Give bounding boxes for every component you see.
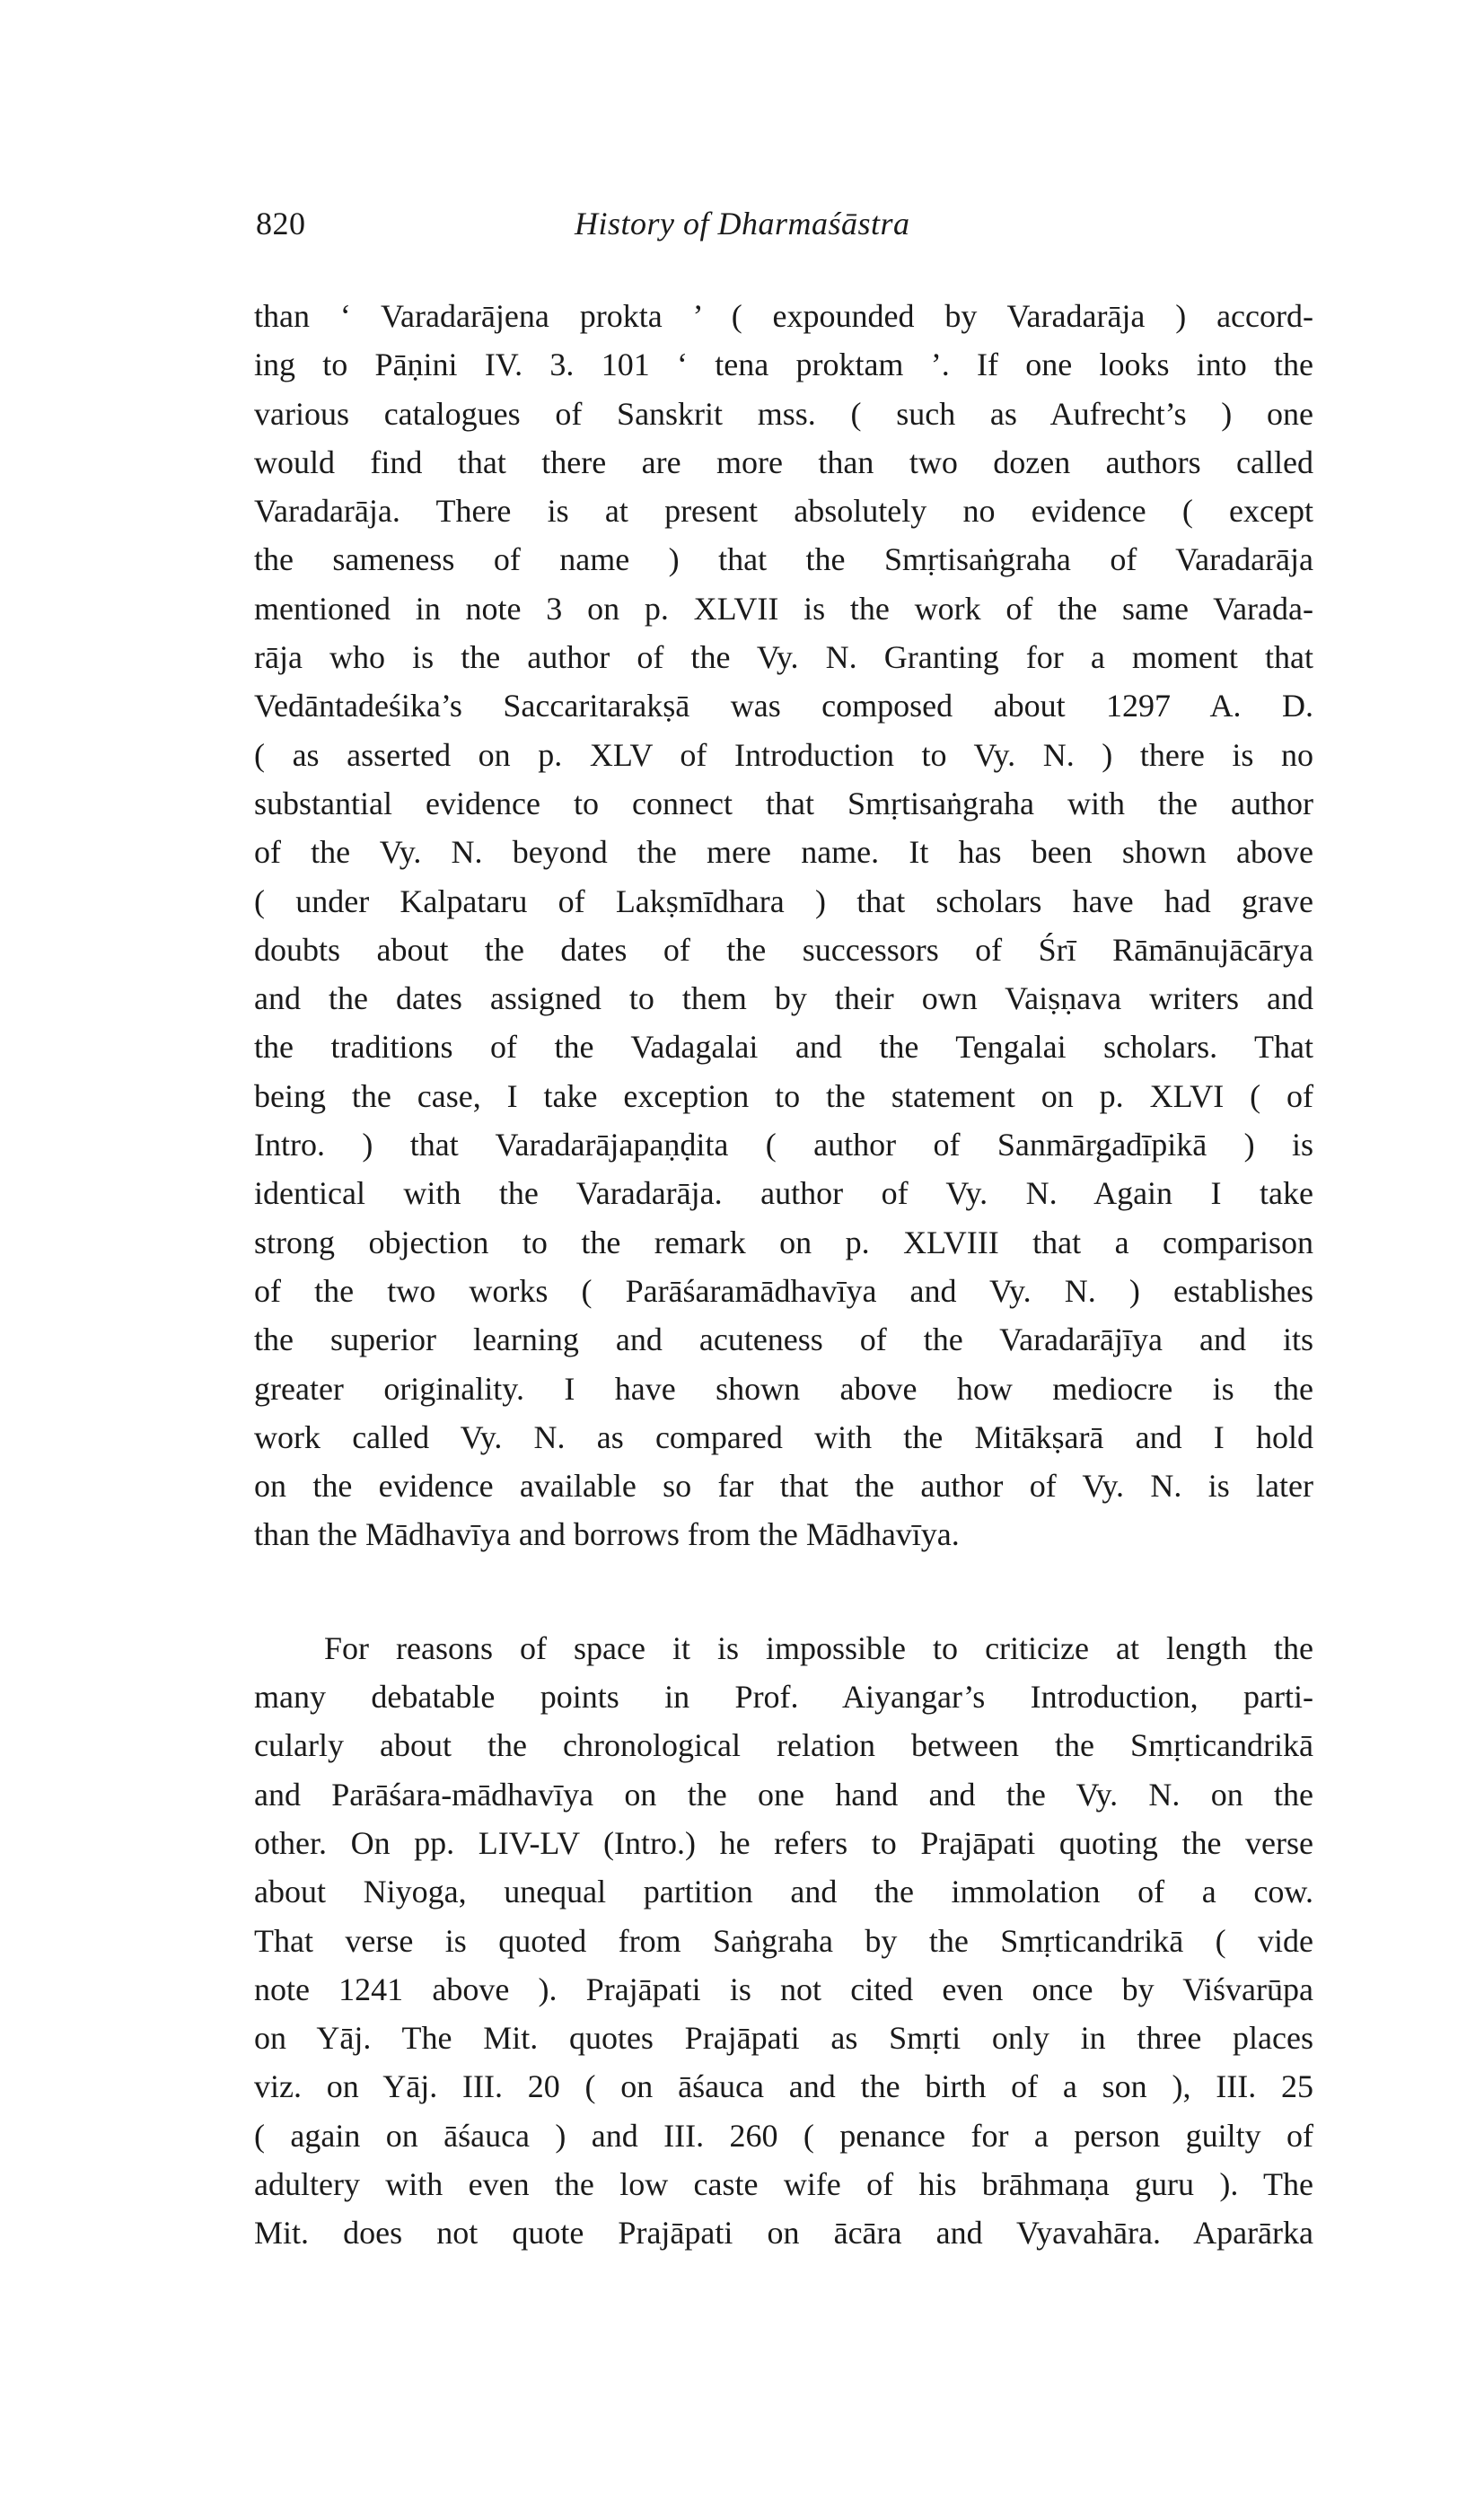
- text-line: would find that there are more than two dozen authors called: [254, 443, 1313, 480]
- text-line: substantial evidence to connect that Smṛtisaṅgraha with the author: [254, 785, 1313, 821]
- paragraph-2: [254, 1624, 1313, 2258]
- paragraph-1: [254, 292, 1313, 1559]
- running-title: History of Dharmaśāstra: [575, 206, 910, 241]
- text-line: the traditions of the Vadagalai and the Tengalai scholars. That: [254, 1029, 1313, 1066]
- text-line: strong objection to the remark on p. XLVIII that a comparison: [254, 1224, 1313, 1260]
- text-line: Varadarāja. There is at present absolutely no evidence ( except: [254, 493, 1313, 530]
- page-header: [256, 205, 1315, 259]
- text-line: identical with the Varadarāja. author of Vy. N. Again I take: [254, 1175, 1313, 1212]
- text-line: than the Mādhavīya and borrows from the Mādhavīya.: [254, 1516, 960, 1553]
- text-line: ( under Kalpataru of Lakṣmīdhara ) that scholars have had grave: [254, 882, 1313, 919]
- page-number: 820: [256, 206, 306, 241]
- text-line: rāja who is the author of the Vy. N. Granting for a moment that: [254, 639, 1313, 676]
- text-line: and Parāśara-mādhavīya on the one hand and the Vy. N. on the: [254, 1776, 1313, 1813]
- text-line: cularly about the chronological relation between the Smṛticandrikā: [254, 1727, 1313, 1764]
- text-line: ( as asserted on p. XLV of Introduction to Vy. N. ) there is no: [254, 736, 1313, 773]
- text-line: note 1241 above ). Prajāpati is not cited even once by Viśvarūpa: [254, 1971, 1313, 2007]
- text-line: That verse is quoted from Saṅgraha by the Smṛticandrikā ( vide: [254, 1922, 1313, 1959]
- text-line: Vedāntadeśika’s Saccaritarakṣā was composed about 1297 A. D.: [254, 688, 1313, 724]
- text-line: ing to Pāṇini IV. 3. 101 ‘ tena proktam ’. If one looks into the: [254, 347, 1313, 383]
- text-line: of the two works ( Parāśaramādhavīya and Vy. N. ) establishes: [254, 1272, 1313, 1309]
- text-line: Intro. ) that Varadarājapaṇḍita ( author of Sanmārgadīpikā ) is: [254, 1127, 1313, 1163]
- text-line: being the case, I take exception to the statement on p. XLVI ( of: [254, 1077, 1313, 1114]
- body-text: [254, 292, 1313, 2258]
- text-line: greater originality. I have shown above how mediocre is the: [254, 1370, 1313, 1407]
- text-line: than ‘ Varadarājena prokta ’ ( expounded by Varadarāja ) accord-: [254, 298, 1313, 334]
- text-line: about Niyoga, unequal partition and the immolation of a cow.: [254, 1874, 1313, 1910]
- text-line: viz. on Yāj. III. 20 ( on āśauca and the birth of a son ), III. 25: [254, 2068, 1313, 2105]
- text-line: work called Vy. N. as compared with the Mitākṣarā and I hold: [254, 1418, 1313, 1455]
- text-line: the superior learning and acuteness of the Varadarājīya and its: [254, 1321, 1313, 1358]
- text-line: other. On pp. LIV-LV (Intro.) he refers to Prajāpati quoting the verse: [254, 1824, 1313, 1861]
- text-line: mentioned in note 3 on p. XLVII is the work of the same Varada-: [254, 590, 1313, 627]
- text-line: For reasons of space it is impossible to criticize at length the: [324, 1629, 1313, 1666]
- text-line: on Yāj. The Mit. quotes Prajāpati as Smṛti only in three places: [254, 2020, 1313, 2057]
- paragraph-gap: [254, 1559, 1313, 1624]
- text-line: doubts about the dates of the successors of Śrī Rāmānujācārya: [254, 931, 1313, 968]
- text-line: various catalogues of Sanskrit mss. ( such as Aufrecht’s ) one: [254, 395, 1313, 432]
- text-line: ( again on āśauca ) and III. 260 ( penance for a person guilty of: [254, 2117, 1313, 2154]
- text-line: of the Vy. N. beyond the mere name. It has been shown above: [254, 834, 1313, 871]
- text-line: and the dates assigned to them by their own Vaiṣṇava writers and: [254, 980, 1313, 1017]
- text-line: the sameness of name ) that the Smṛtisaṅgraha of Varadarāja: [254, 541, 1313, 578]
- text-line: Mit. does not quote Prajāpati on ācāra and Vyavahāra. Aparārka: [254, 2215, 1313, 2252]
- text-line: on the evidence available so far that the author of Vy. N. is later: [254, 1468, 1313, 1505]
- text-line: many debatable points in Prof. Aiyangar’s Introduction, parti-: [254, 1679, 1313, 1716]
- text-line: adultery with even the low caste wife of his brāhmaṇa guru ). The: [254, 2165, 1313, 2202]
